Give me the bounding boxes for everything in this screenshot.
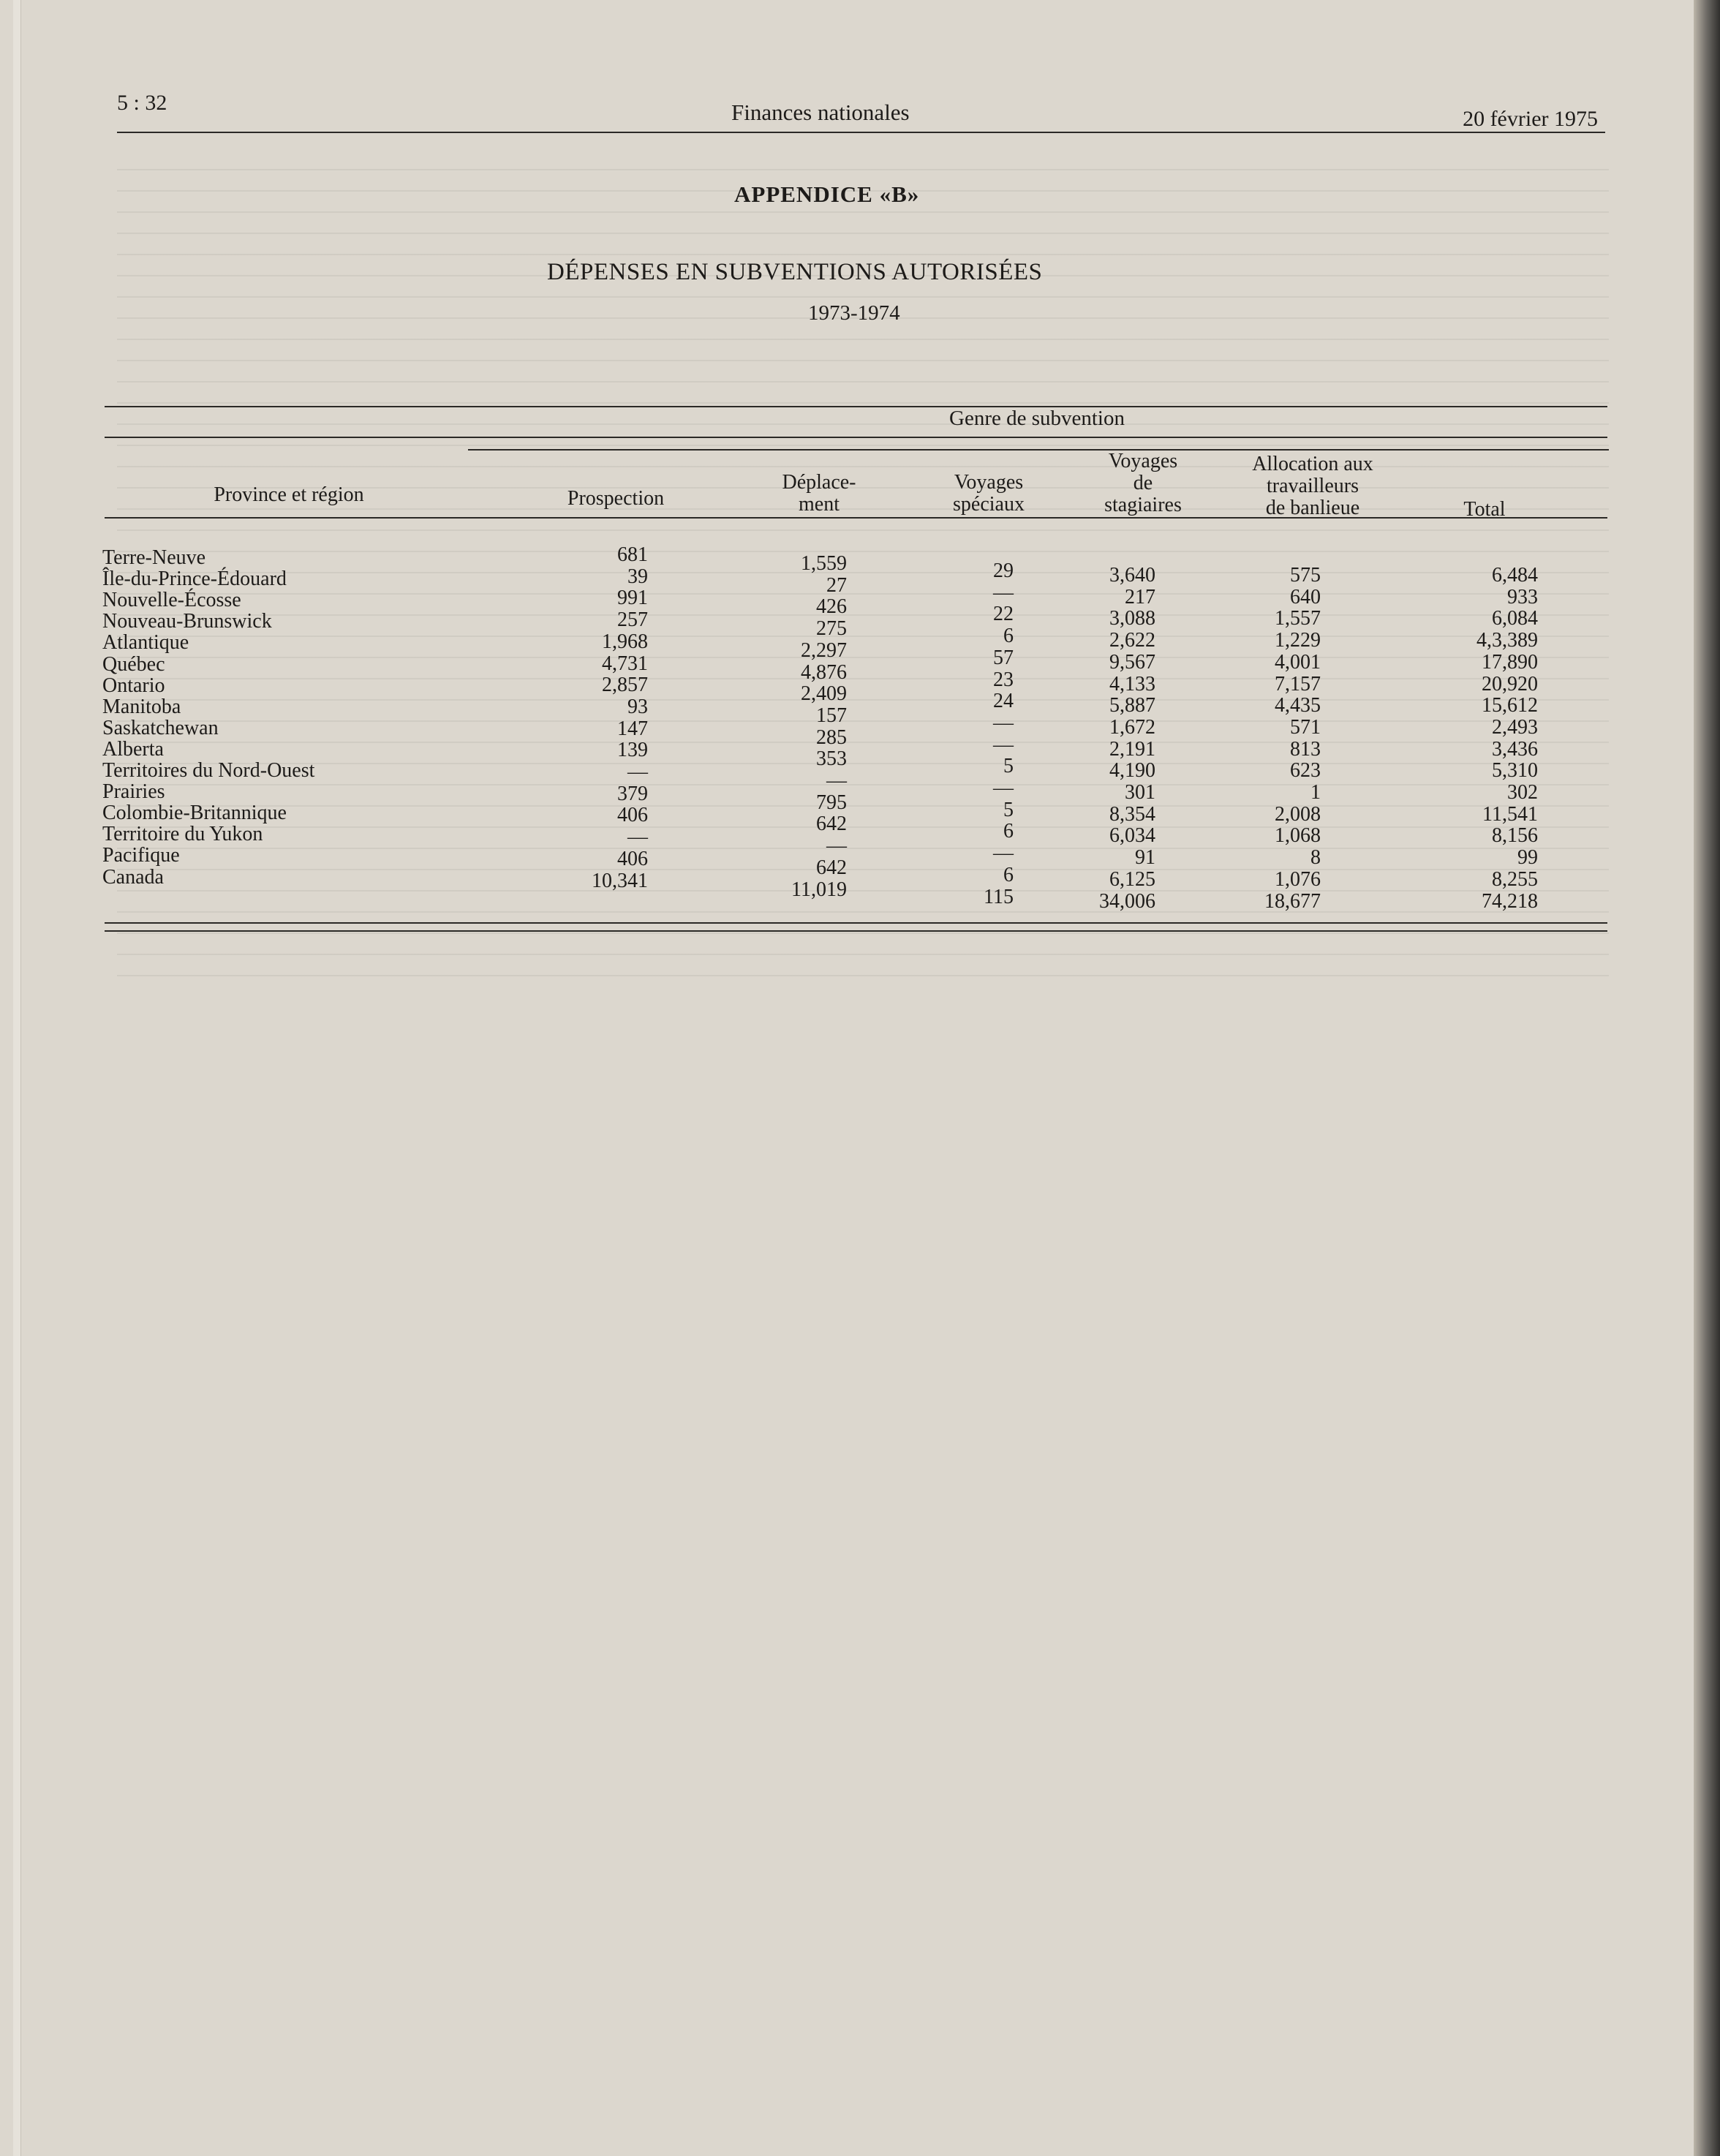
table-cell: 3,640	[1109, 564, 1155, 587]
table-cell: 681	[617, 543, 648, 566]
table-cell: 11,541	[1482, 802, 1538, 826]
column-header: Prospection	[567, 487, 665, 510]
table-cell: 991	[617, 587, 648, 610]
table-cell: 10,341	[592, 869, 648, 892]
row-label: Ontario	[102, 674, 165, 697]
appendix-title: APPENDICE «B»	[734, 181, 920, 207]
table-cell: 2,409	[801, 682, 847, 706]
row-label: Alberta	[102, 737, 164, 761]
table-bottom-rule-2	[105, 930, 1607, 932]
table-cell: 147	[617, 717, 648, 740]
table-cell: 406	[617, 847, 648, 870]
book-spine-shadow	[1694, 0, 1720, 2156]
table-cell: 3,088	[1109, 607, 1155, 630]
table-cell: 2,008	[1275, 802, 1321, 826]
table-years: 1973-1974	[808, 301, 900, 325]
column-header: Province et région	[214, 483, 364, 506]
column-header: Voyages spéciaux	[953, 471, 1025, 516]
page-header	[117, 91, 1598, 135]
table-cell: —	[627, 761, 648, 783]
table-cell: 17,890	[1482, 650, 1538, 674]
table-cell: 275	[816, 617, 847, 641]
table-cell: 795	[816, 791, 847, 814]
table-cell: 3,436	[1492, 737, 1538, 761]
column-header: Total	[1463, 498, 1506, 521]
table-cell: —	[993, 711, 1014, 734]
table-cell: 406	[617, 804, 648, 827]
table-cell: 1,068	[1275, 824, 1321, 848]
table-cell: 20,920	[1482, 672, 1538, 696]
table-cell: 4,435	[1275, 694, 1321, 717]
table-cell: 15,612	[1482, 694, 1538, 717]
row-label: Pacifique	[102, 844, 180, 867]
row-label: Canada	[102, 865, 164, 889]
table-cell: 575	[1290, 564, 1321, 587]
table-cell: 285	[816, 725, 847, 749]
header-rule	[117, 132, 1605, 133]
table-cell: 640	[1290, 585, 1321, 608]
group-header-rule	[468, 449, 1609, 451]
table-cell: 6,484	[1492, 564, 1538, 587]
table-cell: 4,001	[1275, 650, 1321, 674]
table-cell: 8,354	[1109, 802, 1155, 826]
table-cell: 4,3,389	[1476, 629, 1538, 652]
row-label: Nouvelle-Écosse	[102, 589, 241, 612]
table-title: DÉPENSES EN SUBVENTIONS AUTORISÉES	[547, 259, 1043, 285]
table-cell: 1,229	[1275, 629, 1321, 652]
table-cell: 426	[816, 595, 847, 619]
table-cell: 217	[1125, 585, 1155, 608]
table-cell: 9,567	[1109, 650, 1155, 674]
table-cell: 23	[993, 668, 1014, 691]
table-cell: 2,191	[1109, 737, 1155, 761]
table-cell: 813	[1290, 737, 1321, 761]
table-top-rule-2	[105, 437, 1607, 438]
table-cell: 5	[1003, 755, 1014, 778]
row-label: Atlantique	[102, 631, 189, 655]
table-cell: 5	[1003, 798, 1014, 821]
table-cell: 623	[1290, 759, 1321, 783]
table-cell: 7,157	[1275, 672, 1321, 696]
row-label: Québec	[102, 652, 165, 676]
table-cell: —	[826, 834, 847, 858]
table-cell: 157	[816, 704, 847, 727]
column-header: Déplace- ment	[782, 471, 856, 516]
table-cell: 6	[1003, 863, 1014, 886]
table-cell: 93	[627, 695, 648, 718]
table-cell: 301	[1125, 781, 1155, 804]
table-cell: 257	[617, 608, 648, 632]
table-cell: 29	[993, 559, 1014, 582]
table-cell: 642	[816, 856, 847, 879]
row-label: Territoire du Yukon	[102, 823, 263, 846]
table-cell: 933	[1507, 585, 1538, 608]
group-header: Genre de subvention	[949, 407, 1125, 430]
row-label: Saskatchewan	[102, 716, 219, 739]
table-cell: 302	[1507, 781, 1538, 804]
table-cell: 1,672	[1109, 715, 1155, 739]
table-cell: 1,076	[1275, 867, 1321, 891]
row-label: Nouveau-Brunswick	[102, 610, 272, 633]
table-cell: 5,887	[1109, 694, 1155, 717]
table-cell: 6	[1003, 625, 1014, 648]
table-cell: 11,019	[791, 878, 847, 901]
table-cell: 353	[816, 747, 847, 771]
table-cell: —	[993, 777, 1014, 799]
table-cell: —	[627, 826, 648, 849]
table-cell: 4,190	[1109, 759, 1155, 783]
table-cell: 5,310	[1492, 759, 1538, 783]
table-cell: 18,677	[1264, 889, 1321, 913]
table-cell: 1,557	[1275, 607, 1321, 630]
table-cell: —	[993, 842, 1014, 865]
table-cell: 4,876	[801, 660, 847, 684]
row-label: Île-du-Prince-Édouard	[102, 568, 287, 591]
table-cell: —	[993, 733, 1014, 756]
table-cell: 8,255	[1492, 867, 1538, 891]
column-header: Allocation aux travailleurs de banlieue	[1252, 453, 1373, 519]
table-cell: 6,084	[1492, 607, 1538, 630]
table-cell: 379	[617, 782, 648, 805]
row-label: Terre-Neuve	[102, 546, 206, 569]
table-cell: 6,034	[1109, 824, 1155, 848]
table-cell: 91	[1135, 846, 1155, 870]
table-cell: 24	[993, 690, 1014, 713]
table-cell: 115	[984, 885, 1014, 908]
table-cell: 1,968	[602, 630, 648, 653]
table-top-rule-1	[105, 406, 1607, 407]
table-cell: 74,218	[1482, 889, 1538, 913]
table-cell: 39	[627, 565, 648, 588]
table-cell: 99	[1517, 846, 1538, 870]
row-label: Territoires du Nord-Ouest	[102, 759, 315, 782]
table-cell: 6	[1003, 820, 1014, 843]
table-bottom-rule-1	[105, 922, 1607, 924]
table-cell: 1,559	[801, 552, 847, 575]
table-cell: 2,297	[801, 638, 847, 662]
table-cell: 2,622	[1109, 629, 1155, 652]
table-cell: 27	[826, 573, 847, 597]
row-label: Prairies	[102, 780, 165, 804]
table-cell: 139	[617, 739, 648, 762]
row-label: Manitoba	[102, 695, 181, 718]
column-header: Voyages de stagiaires	[1104, 450, 1182, 516]
row-label: Colombie-Britannique	[102, 802, 287, 825]
table-cell: 4,731	[602, 652, 648, 675]
table-cell: 57	[993, 646, 1014, 669]
running-title: Finances nationales	[731, 99, 910, 125]
table-cell: 571	[1290, 715, 1321, 739]
table-cell: 2,493	[1492, 715, 1538, 739]
table-cell: 8	[1310, 846, 1321, 870]
table-cell: 642	[816, 813, 847, 836]
table-cell: —	[826, 769, 847, 792]
header-date: 20 février 1975	[1463, 107, 1598, 131]
table-cell: 34,006	[1099, 889, 1155, 913]
table-cell: 6,125	[1109, 867, 1155, 891]
table-cell: 8,156	[1492, 824, 1538, 848]
table-cell: 22	[993, 603, 1014, 626]
table-cell: 1	[1310, 781, 1321, 804]
page-left-edge	[13, 0, 21, 2156]
table-cell: 4,133	[1109, 672, 1155, 696]
table-cell: 2,857	[602, 674, 648, 697]
table-cell: —	[993, 581, 1014, 604]
page-number: 5 : 32	[117, 91, 167, 115]
